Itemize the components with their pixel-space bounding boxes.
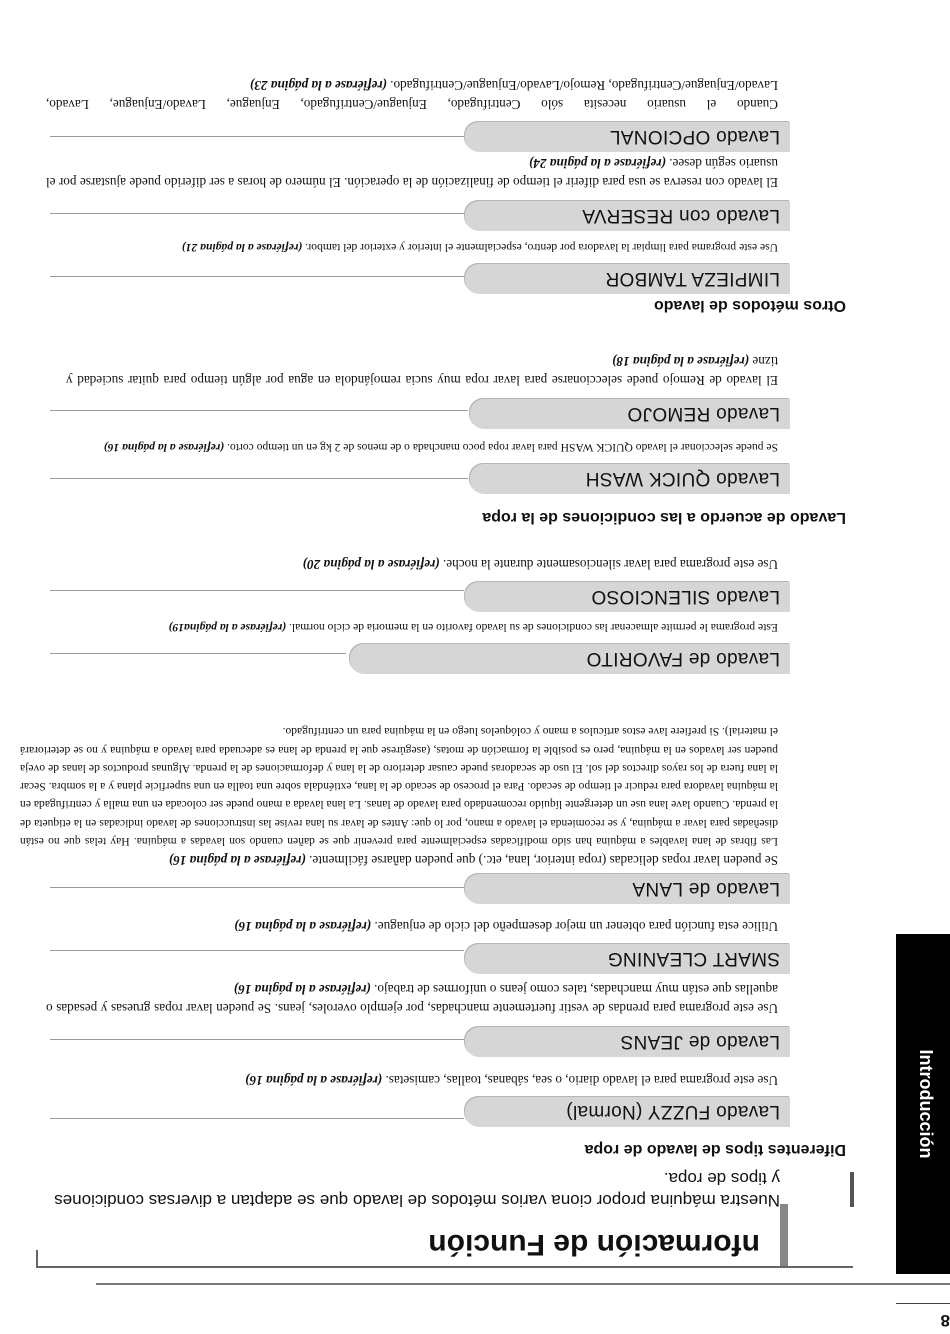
- bar-line: [50, 136, 464, 137]
- item-text-favorito: Este programa le permite almacenar las condiciones de su lavado favorito en la memoria de ciclo normal. (refiérase a la página19): [168, 621, 778, 634]
- item-text-remojo: El lavado de Remojo puede seleccionarse para lavar ropa muy sucia remojándola en agua por algún tiempo para quitar suciedad y tizne (refiérase a la página 18): [66, 354, 778, 388]
- item-bar-silencioso: [465, 582, 790, 612]
- bar-line: [50, 478, 468, 479]
- section-heading-tipos: Diferentes tipos de lavado de ropa: [584, 1141, 846, 1158]
- page-title: nformación de Función: [428, 1228, 760, 1261]
- bar-line: [50, 276, 464, 277]
- page-number-rule: [896, 1303, 950, 1304]
- item-label-quickwash: Lavado QUICK WASH: [585, 468, 780, 489]
- bar-line: [50, 950, 464, 951]
- item-text-smart: Utilice esta función para obtener un mejor desempeño del ciclo de enjuague. (refiérase a la página 16): [234, 919, 778, 934]
- item-label-remojo: Lavado REMOJO: [627, 403, 780, 424]
- item-text-fuzzy: Use este programa para el lavado diario, o sea, sábanas, toallas, camisetas. (refiérase a la página 16): [245, 1073, 778, 1088]
- item-label-limpieza: LIMPIEZA TAMBOR: [605, 268, 780, 289]
- top-rule: [96, 1283, 950, 1285]
- item-bar-lana: [465, 874, 790, 904]
- item-label-lana: Lavado de LANA: [632, 878, 780, 899]
- section-tab-label: Introducción: [916, 1049, 936, 1159]
- item-bar-quickwash: [470, 464, 790, 494]
- item-label-jeans: Lavado de JEANS: [620, 1031, 780, 1052]
- item-bar-favorito: [350, 644, 790, 674]
- item-label-reserva: Lavado con RESERVA: [582, 205, 780, 226]
- title-box-right: [850, 1172, 854, 1207]
- bar-line: [50, 887, 464, 888]
- item-text-quickwash: Se puede seleccionar el lavado QUICK WASH para lavar ropa poco manchada o de menos de 2 kg en un tiempo corto. (refiérase a la página 16): [103, 441, 778, 454]
- item-bar-smart: [465, 944, 790, 974]
- item-bar-remojo: [470, 399, 790, 429]
- page-number: 8: [940, 1311, 950, 1330]
- bar-line: [50, 590, 464, 591]
- item-bar-fuzzy: [465, 1097, 790, 1127]
- item-text-lana-detail: Las fibras de lana lavables a máquina han sido modificadas especialmente para prevenir que se dañen cuando son lavadas a máquina. Hay telas que no están diseñadas para lavar a máquina, y se recomienda el lavado a mano, por lo que: Antes de lavar su lana revise las instrucciones de lavado indicadas en la etiqueta de la prenda. Cuando lave lana use un detergente líquido recomendado para lavado de lanas. La lana lavada a mano puede ser colocada en una malla y centrifugada en la máquina lavadora para reducir el tiempo de secado. Para el proceso de secado de la lana, extiéndala sobre una toalla en una superficie plana y a la sombra. Secar la lana fuera de los rayos directos del sol. El uso de secadoras puede causar deterioro de la lana y deformaciones de la prenda. Algunas productos de lanas de oveja pueden ser lavados en la máquina, pero es posible la formación de motas, (asegúrese que la prenda de lana es adecuada para lavado a máquina y no se deteriorará el material). Si prefiere lave estos artículos a mano y colóquelos luego en la máquina para un centrifugado.: [20, 725, 778, 848]
- item-text-opcional: Cuando el usuario necesita sólo Centrifugado, Enjuague/Centrifugado, Enjuague, Lavado/Enjuague, Lavado, Lavado/Enjuague/Centrifugado, Remojo/Lavado/Enjuague/Centrifugado. (refiérase a la página 23): [46, 78, 778, 112]
- item-bar-jeans: [465, 1027, 790, 1057]
- item-label-silencioso: Lavado SILENCIOSO: [591, 586, 780, 607]
- intro-text: Nuestra máquina propor ciona varios métodos de lavado que se adaptan a diversas condiciones y tipos de ropa.: [54, 1169, 780, 1210]
- bar-line: [50, 410, 468, 411]
- item-text-silencioso: Use este programa para lavar silenciosamente durante la noche. (refiérase a la página 20): [302, 557, 778, 572]
- bar-line: [50, 653, 346, 654]
- item-bar-opcional: [465, 122, 790, 152]
- section-tab: [896, 934, 950, 1274]
- item-label-fuzzy: Lavado FUZZY (Normal): [566, 1101, 780, 1122]
- item-label-favorito: Lavado de FAVORITO: [586, 648, 780, 669]
- bar-line: [50, 1118, 464, 1119]
- bar-line: [50, 1039, 464, 1040]
- item-text-reserva: El lavado con reserva se usa para diferir el tiempo de finalización de la operación. El número de horas a ser diferido puede ajustarse por el usuario según desee. (refiérase a la página 24): [46, 156, 778, 190]
- item-label-smart: SMART CLEANING: [607, 948, 780, 969]
- item-text-limpieza: Use este programa para limpiar la lavadora por dentro, especialmente el interior y exterior del tambor. (refiérase a la página 21): [181, 241, 778, 254]
- item-bar-limpieza: [465, 264, 790, 294]
- item-bar-reserva: [465, 201, 790, 231]
- item-text-lana-intro: Se pueden lavar ropas delicadas (ropa interior, lana, etc.) que pueden dañarse fácilmente. (refiérase a la página 16): [168, 853, 778, 868]
- section-heading-condiciones: Lavado de acuerdo a las condiciones de la ropa: [482, 509, 846, 526]
- section-heading-otros: Otros métodos de lavado: [653, 297, 846, 314]
- item-label-opcional: Lavado OPCIONAL: [609, 126, 780, 147]
- bar-line: [50, 213, 464, 214]
- item-text-jeans: Use este programa para prendas de vestir fuertemente manchadas, por ejemplo overoles, jeans. Se pueden lavar ropas gruesas y pesadas o aquellas que están muy manchadas, tales como jeans o uniformes de trabajo. (refiérase a la página 16): [46, 982, 778, 1016]
